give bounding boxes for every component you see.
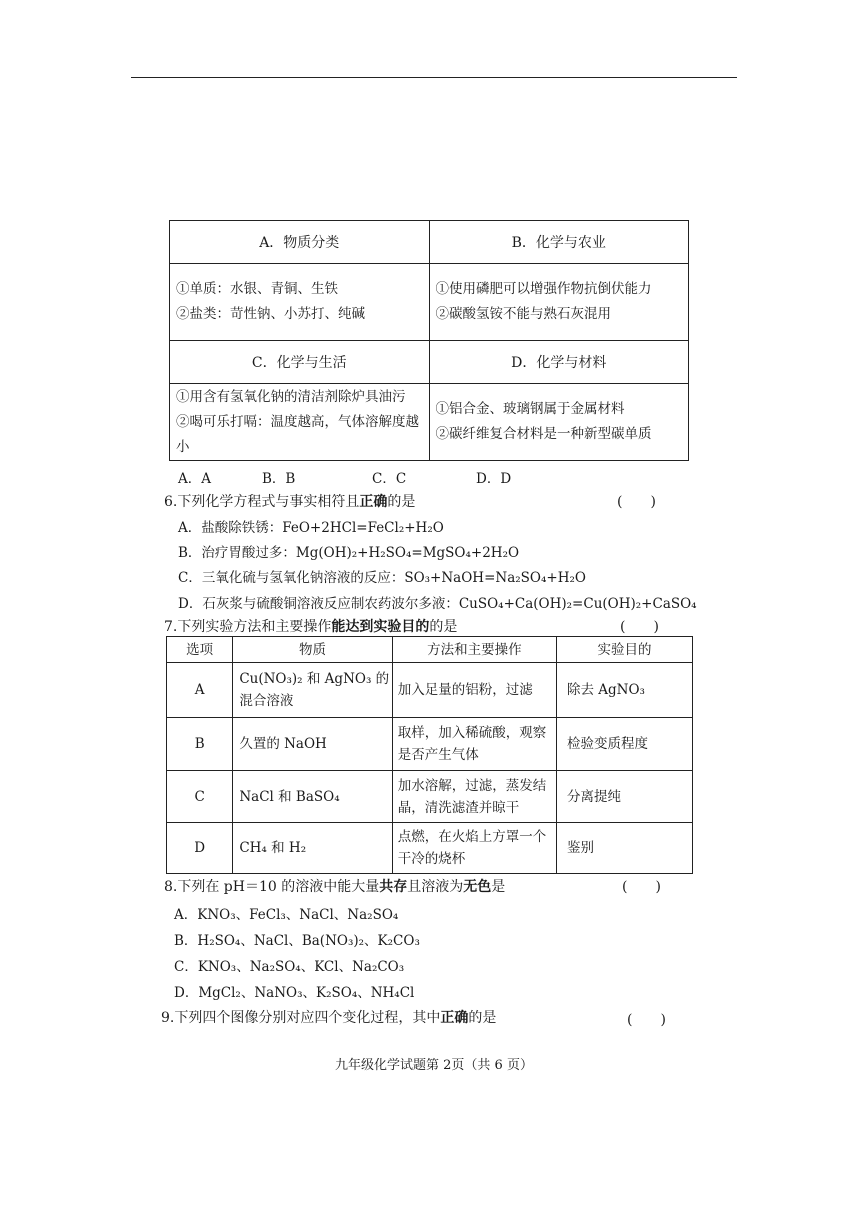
cell-c-body: [170, 384, 430, 461]
q8-option-c: C．KNO₃、Na₂SO₄、KCl、Na₂CO₃: [174, 959, 405, 975]
q6-stem-suffix: 的是: [387, 494, 416, 510]
q8-stem-prefix: 8.下列在 pH＝10 的溶液中能大量: [164, 879, 380, 895]
q5-choice-b: B．B: [262, 471, 296, 487]
experiment-table: [166, 636, 693, 874]
cell-c-line-1: ①用含有氢氧化钠的清洁剂除炉具油污: [176, 388, 406, 405]
q7-stem-suffix: 的是: [429, 619, 458, 635]
cell-b-line-1: ①使用磷肥可以增强作物抗倒伏能力: [435, 281, 652, 297]
cell-a-body: [170, 264, 430, 341]
q8-option-b: B．H₂SO₄、NaCl、Ba(NO₃)₂、K₂CO₃: [174, 933, 420, 949]
table-row: [167, 663, 693, 718]
cell-b-title: B．化学与农业: [429, 221, 689, 264]
row-a-option: A: [167, 663, 233, 718]
q6-option-a: A．盐酸除铁锈：FeO+2HCl=FeCl₂+H₂O: [178, 520, 444, 536]
row-a-substance: Cu(NO₃)₂ 和 AgNO₃ 的混合溶液: [233, 663, 392, 718]
q8-option-a: A．KNO₃、FeCl₃、NaCl、Na₂SO₄: [174, 907, 399, 923]
header-method: 方法和主要操作: [392, 637, 556, 663]
q9-stem-suffix: 的是: [468, 1010, 497, 1026]
q9-answer-blank: ( ): [627, 1012, 666, 1028]
cell-b-line-2: ②碳酸氢铵不能与熟石灰混用: [435, 306, 611, 322]
q6-stem-bold: 正确: [359, 494, 388, 510]
cell-a-title: A．物质分类: [170, 221, 430, 264]
q8-stem-suffix: 是: [491, 879, 506, 895]
q6-option-b: B．治疗胃酸过多：Mg(OH)₂+H₂SO₄=MgSO₄+2H₂O: [178, 545, 520, 561]
q8-answer-blank: ( ): [622, 879, 661, 895]
q7-stem: [164, 616, 457, 636]
q6-stem-prefix: 6.下列化学方程式与事实相符且: [164, 494, 360, 510]
q7-stem-prefix: 7.下列实验方法和主要操作: [164, 619, 332, 635]
cell-b-body: [429, 264, 689, 341]
row-c-purpose: 分离提纯: [557, 771, 693, 823]
table-row: [167, 771, 693, 823]
header-purpose: 实验目的: [557, 637, 693, 663]
q5-choice-c: C．C: [372, 471, 407, 487]
classification-table: [169, 220, 689, 461]
q9-stem: [161, 1007, 496, 1027]
cell-c-title: C．化学与生活: [170, 341, 430, 384]
cell-c-line-2: ②喝可乐打嗝：温度越高，气体溶解度越小: [176, 413, 419, 455]
q8-stem-bold-1: 共存: [379, 879, 408, 895]
cell-a-line-2: ②盐类：苛性钠、小苏打、纯碱: [176, 306, 365, 322]
header-substance: 物质: [233, 637, 392, 663]
row-a-method: 加入足量的铝粉，过滤: [392, 663, 556, 718]
cell-d-body: [429, 384, 689, 461]
row-b-substance: 久置的 NaOH: [233, 718, 392, 771]
row-a-purpose: 除去 AgNO₃: [557, 663, 693, 718]
table-row: [167, 823, 693, 874]
q7-stem-bold: 能达到实验目的: [331, 619, 430, 635]
q6-option-d: D．石灰浆与硫酸铜溶液反应制农药波尔多液：CuSO₄+Ca(OH)₂=Cu(OH)₂+CaSO₄: [178, 596, 697, 612]
cell-d-line-1: ①铝合金、玻璃钢属于金属材料: [435, 401, 625, 417]
q8-option-d: D．MgCl₂、NaNO₃、K₂SO₄、NH₄Cl: [174, 985, 415, 1001]
q6-answer-blank: ( ): [617, 494, 656, 510]
q6-stem: [164, 491, 415, 511]
q5-choice-a: A．A: [178, 471, 211, 487]
cell-d-line-2: ②碳纤维复合材料是一种新型碳单质: [435, 426, 652, 442]
q7-answer-blank: ( ): [620, 619, 659, 635]
page-footer: 九年级化学试题第 2页（共 6 页）: [335, 1058, 533, 1073]
row-c-substance: NaCl 和 BaSO₄: [233, 771, 392, 823]
row-c-method: 加水溶解，过滤，蒸发结晶，清洗滤渣并晾干: [392, 771, 556, 823]
q9-stem-prefix: 9.下列四个图像分别对应四个变化过程，其中: [161, 1010, 441, 1026]
q6-option-c: C．三氧化硫与氢氧化钠溶液的反应：SO₃+NaOH=Na₂SO₄+H₂O: [178, 570, 586, 586]
cell-a-line-1: ①单质：水银、青铜、生铁: [176, 281, 338, 297]
q8-stem: [164, 876, 505, 896]
row-d-option: D: [167, 823, 233, 874]
row-b-purpose: 检验变质程度: [557, 718, 693, 771]
row-d-method: 点燃，在火焰上方罩一个干冷的烧杯: [392, 823, 556, 874]
q5-choice-d: D．D: [476, 471, 512, 487]
q8-stem-bold-2: 无色: [463, 879, 492, 895]
table-row: [167, 718, 693, 771]
cell-d-title: D．化学与材料: [429, 341, 689, 384]
row-c-option: C: [167, 771, 233, 823]
row-b-method: 取样，加入稀硫酸，观察是否产生气体: [392, 718, 556, 771]
q9-stem-bold: 正确: [440, 1010, 469, 1026]
header-option: 选项: [167, 637, 233, 663]
row-b-option: B: [167, 718, 233, 771]
row-d-purpose: 鉴别: [557, 823, 693, 874]
header-rule: [131, 77, 737, 78]
q8-stem-middle: 且溶液为: [407, 879, 464, 895]
row-d-substance: CH₄ 和 H₂: [233, 823, 392, 874]
